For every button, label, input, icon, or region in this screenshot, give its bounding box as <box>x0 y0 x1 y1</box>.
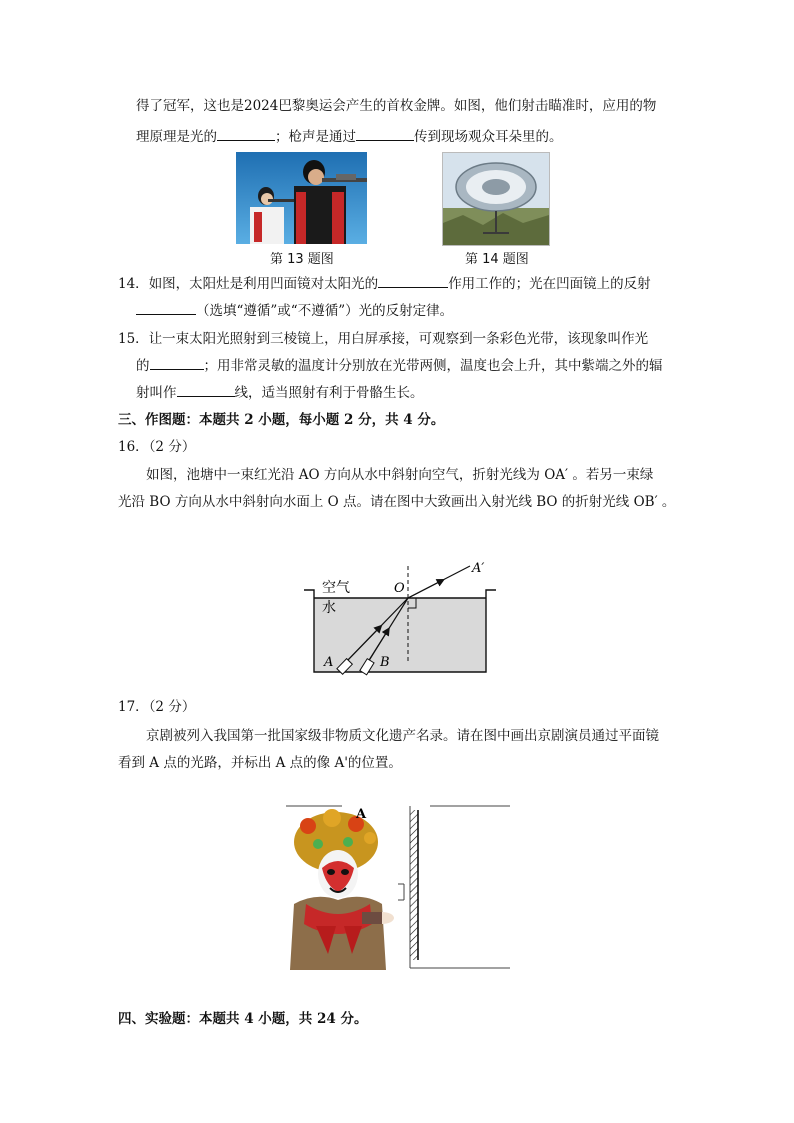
q14-number: 14． <box>118 276 149 292</box>
q17-opera-mirror-figure <box>286 804 512 970</box>
q16-number: 16． <box>118 439 149 455</box>
q14-blank-2[interactable] <box>136 300 196 315</box>
q12-blank-2[interactable] <box>356 126 414 141</box>
q16-header <box>118 437 195 457</box>
fig14-caption: 第 14 题图 <box>465 252 529 267</box>
label-a: A <box>324 655 334 670</box>
q12-text-b: ；枪声是通过 <box>275 129 356 145</box>
q14-text-c: （选填“遵循”或“不遵循”）光的反射定律。 <box>196 303 454 319</box>
q12-line-2 <box>136 126 563 147</box>
q14-text-b: 作用工作的；光在凹面镜上的反射 <box>448 276 651 292</box>
q12-text-c: 传到现场观众耳朵里的。 <box>414 129 563 145</box>
q15-text-b: 的 <box>136 358 150 374</box>
label-o: O <box>394 581 405 596</box>
section-4-heading: 四、实验题：本题共 4 小题，共 24 分。 <box>118 1011 368 1027</box>
q15-number: 15． <box>118 331 149 347</box>
q15-text-a: 让一束太阳光照射到三棱镜上，用白屏承接，可观察到一条彩色光带，该现象叫作光 <box>148 331 649 347</box>
q15-line-1 <box>118 329 648 349</box>
q16-points: （2 分） <box>148 439 196 455</box>
water-body <box>314 598 486 672</box>
q14-line-1 <box>118 273 651 294</box>
q16-line-2: 光沿 BO 方向从水中斜射向水面上 O 点。请在图中大致画出入射光线 BO 的折射光线 OB′ 。 <box>118 494 676 510</box>
label-air: 空气 <box>322 580 350 596</box>
q17-line-2: 看到 A 点的光路，并标出 A 点的像 A'的位置。 <box>118 755 402 771</box>
q15-text-d: 射叫作 <box>136 385 177 401</box>
label-b: B <box>380 655 390 670</box>
plane-mirror-hatch <box>410 810 418 960</box>
q16-refraction-diagram <box>300 552 500 677</box>
section-3-heading: 三、作图题：本题共 2 小题，每小题 2 分，共 4 分。 <box>118 412 445 428</box>
q16-line-1: 如图，池塘中一束红光沿 AO 方向从水中斜射向空气，折射光线为 OA′ 。若另一束绿 <box>146 467 654 483</box>
fig13-caption: 第 13 题图 <box>270 252 334 267</box>
fig13-shooters-photo <box>236 152 367 244</box>
q12-blank-1[interactable] <box>217 126 275 141</box>
refracted-ray-arrow <box>408 581 442 599</box>
q17-line-1: 京剧被列入我国第一批国家级非物质文化遗产名录。请在图中画出京剧演员通过平面镜 <box>146 728 659 744</box>
q15-text-e: 线，适当照射有利于骨骼生长。 <box>234 385 424 401</box>
q15-text-c: ；用非常灵敏的温度计分别放在光带两侧，温度也会上升，其中紫端之外的辐 <box>203 358 663 374</box>
q17-header <box>118 697 195 717</box>
q15-line-3 <box>136 382 424 403</box>
fig14-solar-cooker-photo <box>442 152 550 246</box>
q14-line-2 <box>136 300 453 321</box>
q14-text-a: 如图，太阳灶是利用凹面镜对太阳光的 <box>148 276 379 292</box>
q12-text-a: 理原理是光的 <box>136 129 217 145</box>
label-water: 水 <box>322 600 336 616</box>
point-a-label: A <box>356 807 367 822</box>
q15-blank-1[interactable] <box>150 355 204 370</box>
q12-line-1: 得了冠军，这也是2024巴黎奥运会产生的首枚金牌。如图，他们射击瞄准时，应用的物 <box>136 98 657 114</box>
q15-line-2 <box>136 355 663 376</box>
opera-performer-image <box>290 809 394 970</box>
label-a-prime: A′ <box>472 561 485 576</box>
q15-blank-2[interactable] <box>177 382 235 397</box>
q17-number: 17． <box>118 699 149 715</box>
q17-points: （2 分） <box>148 699 196 715</box>
q14-blank-1[interactable] <box>378 273 448 288</box>
